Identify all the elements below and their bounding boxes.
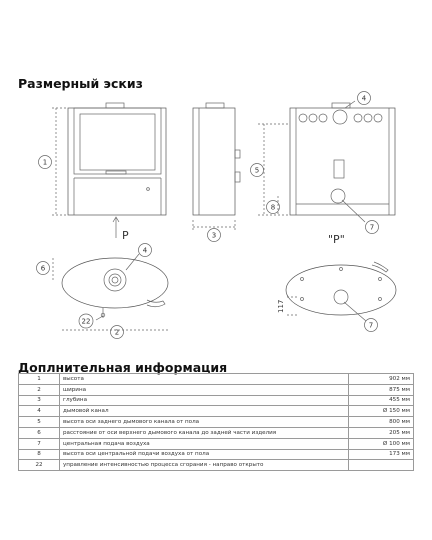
row-number: 6 (19, 427, 60, 438)
row-number: 3 (19, 395, 60, 406)
top-view (37, 244, 169, 339)
table-row (19, 417, 414, 428)
rear-view (267, 92, 396, 234)
row-value: Ø 100 мм (349, 438, 414, 449)
row-description: ширина (60, 384, 349, 395)
row-number: 5 (19, 417, 60, 428)
label-8: 8 (270, 203, 276, 212)
row-value: 875 мм (349, 384, 414, 395)
label-6: 6 (40, 264, 46, 273)
front-view (39, 103, 167, 238)
row-description: дымовой канал (60, 406, 349, 417)
label-2: 2 (114, 328, 120, 337)
row-value: Ø 150 мм (349, 406, 414, 417)
dim-117: 117 (277, 299, 285, 313)
info-heading: Доплнительная информация (18, 360, 228, 375)
bottom-view (286, 262, 396, 332)
row-description: высота оси заднего дымового канала от пола (60, 417, 349, 428)
row-number: 4 (19, 406, 60, 417)
side-view (193, 103, 290, 242)
row-number: 2 (19, 384, 60, 395)
row-value: 173 мм (349, 449, 414, 460)
row-number: 8 (19, 449, 60, 460)
view-arrow-label: P (122, 229, 129, 242)
label-7-rear: 7 (369, 223, 375, 232)
row-description: высота оси центральной подачи воздуха от пола (60, 449, 349, 460)
row-number: 7 (19, 438, 60, 449)
table-row (19, 374, 414, 385)
row-number: 1 (19, 374, 60, 385)
table-row (19, 406, 414, 417)
table-row (19, 395, 414, 406)
label-1: 1 (42, 158, 48, 167)
label-4-top: 4 (142, 246, 148, 255)
row-number: 22 (19, 460, 60, 471)
view-title: "P" (328, 233, 345, 246)
table-row (19, 438, 414, 449)
label-3: 3 (211, 231, 217, 240)
label-7-bottom: 7 (368, 321, 374, 330)
table-row (19, 427, 414, 438)
row-value: 800 мм (349, 417, 414, 428)
row-description: расстояние от оси верхнего дымового канала до задней части изделия (60, 427, 349, 438)
spec-table (18, 373, 414, 471)
row-description: управление интенсивностью процесса сгорания - направо открыто (60, 460, 349, 471)
label-5: 5 (254, 166, 260, 175)
sketch-heading: Размерный эскиз (18, 76, 143, 91)
row-value (349, 460, 414, 471)
row-value: 205 мм (349, 427, 414, 438)
table-row (19, 460, 414, 471)
label-22: 22 (81, 317, 91, 326)
row-description: высота (60, 374, 349, 385)
row-value: 455 мм (349, 395, 414, 406)
table-row (19, 449, 414, 460)
row-description: глубина (60, 395, 349, 406)
row-value: 902 мм (349, 374, 414, 385)
label-4-rear: 4 (361, 94, 367, 103)
table-row (19, 384, 414, 395)
row-description: центральная подача воздуха (60, 438, 349, 449)
